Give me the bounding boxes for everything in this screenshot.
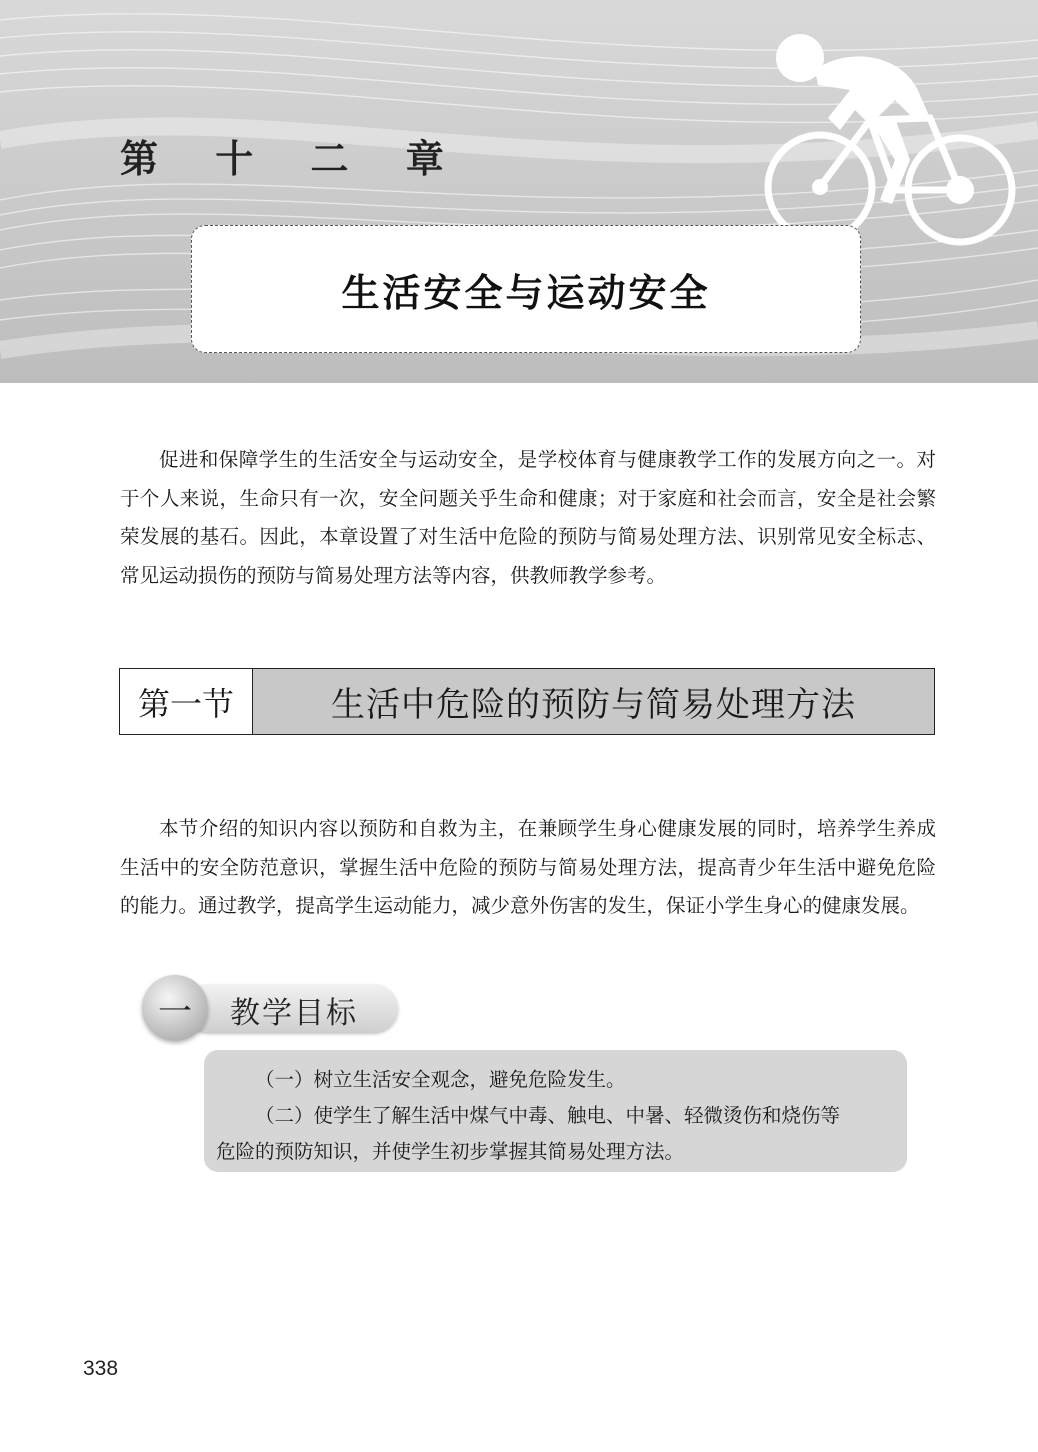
- objectives-number-badge: 一: [142, 975, 208, 1041]
- section-paragraph: 本节介绍的知识内容以预防和自救为主，在兼顾学生身心健康发展的同时，培养学生养成生活中的安全防范意识，掌握生活中危险的预防与简易处理方法，提高青少年生活中避免危险的能力。通过教学，提高学生运动能力，减少意外伤害的发生，保证小学生身心的健康发展。: [120, 817, 936, 917]
- objective-item-2: （二）使学生了解生活中煤气中毒、触电、中暑、轻微烫伤和烧伤等: [255, 1104, 841, 1127]
- intro-paragraph: 促进和保障学生的生活安全与运动安全，是学校体育与健康教学工作的发展方向之一。对于个人来说，生命只有一次，安全问题关乎生命和健康；对于家庭和社会而言，安全是社会繁荣发展的基石。因此，本章设置了对生活中危险的预防与简易处理方法、识别常见安全标志、常见运动损伤的预防与简易处理方法等内容，供教师教学参考。: [120, 448, 936, 587]
- page-number: 338: [83, 1357, 119, 1380]
- cyclist-icon: [768, 34, 1012, 242]
- chapter-title-box: [191, 225, 861, 353]
- chapter-title: 生活安全与运动安全: [341, 269, 711, 315]
- chapter-number: 第 十 二 章: [120, 136, 466, 181]
- section-number: 第一节: [120, 669, 253, 734]
- objective-item-1: （一）树立生活安全观念，避免危险发生。: [255, 1068, 626, 1091]
- section-heading: [119, 668, 935, 735]
- chapter-banner: [0, 0, 1038, 383]
- objectives-heading: 教学目标: [230, 996, 358, 1031]
- objective-item-2-continued: 危险的预防知识，并使学生初步掌握其简易处理方法。: [216, 1140, 685, 1163]
- section-title: 生活中危险的预防与简易处理方法: [253, 669, 934, 734]
